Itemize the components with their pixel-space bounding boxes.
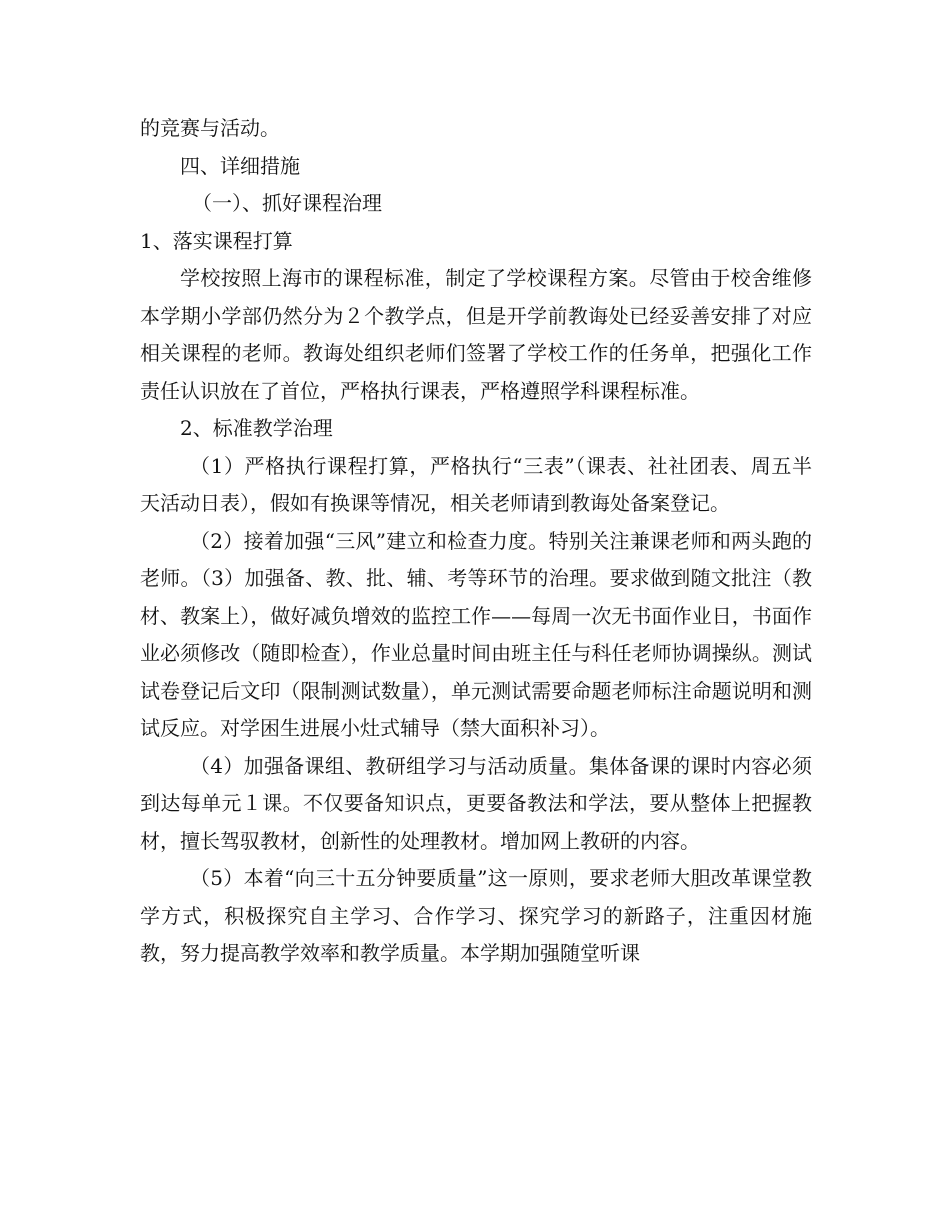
paragraph-2-3: （2）接着加强“三风”建立和检查力度。特别关注兼课老师和两头跑的老师。（3）加强备、教、批、辅、考等环节的治理。要求做到随文批注（教材、教案上），做好减负增效的监控工作——每周一次无书面作业日，书面作业必须修改（随即检查），作业总量时间由班主任与科任老师协调操纵。测试试卷登记后文印（限制测试数量），单元测试需要命题老师标注命题说明和测试反应。对学困生进展小灶式辅导（禁大面积补习）。: [140, 528, 812, 740]
item1-heading: 1、落实课程打算: [140, 228, 293, 253]
paragraph-5: （5）本着“向三十五分钟要质量”这一原则，要求老师大胆改革课堂教学方式，积极探究自主学习、合作学习、探究学习的新路子，注重因材施教，努力提高教学效率和教学质量。本学期加强随堂听课: [140, 866, 812, 965]
subsection-heading: （一）、抓好课程治理: [192, 191, 382, 215]
item2-heading: 2、标准教学治理: [180, 416, 333, 440]
section-heading: 四、详细措施: [180, 153, 300, 178]
paragraph-1: （1）严格执行课程打算，严格执行“三表”（课表、社社团表、周五半天活动日表），假如有换课等情况，相关老师请到教诲处备案登记。: [140, 453, 812, 515]
item1-paragraph: 学校按照上海市的课程标准，制定了学校课程方案。尽管由于校舍维修本学期小学部仍然分为２个教学点，但是开学前教诲处已经妥善安排了对应相关课程的老师。教诲处组织老师们签署了学校工作的任务单，把强化工作责任认识放在了首位，严格执行课表，严格遵照学科课程标准。: [140, 266, 812, 403]
document-body: [140, 110, 812, 973]
paragraph-4: （4）加强备课组、教研组学习与活动质量。集体备课的课时内容必须到达每单元１课。不仅要备知识点，更要备教法和学法，要从整体上把握教材，擅长驾驭教材，创新性的处理教材。增加网上教研的内容。: [140, 753, 812, 853]
continuation-text: 的竞赛与活动。: [140, 116, 280, 140]
